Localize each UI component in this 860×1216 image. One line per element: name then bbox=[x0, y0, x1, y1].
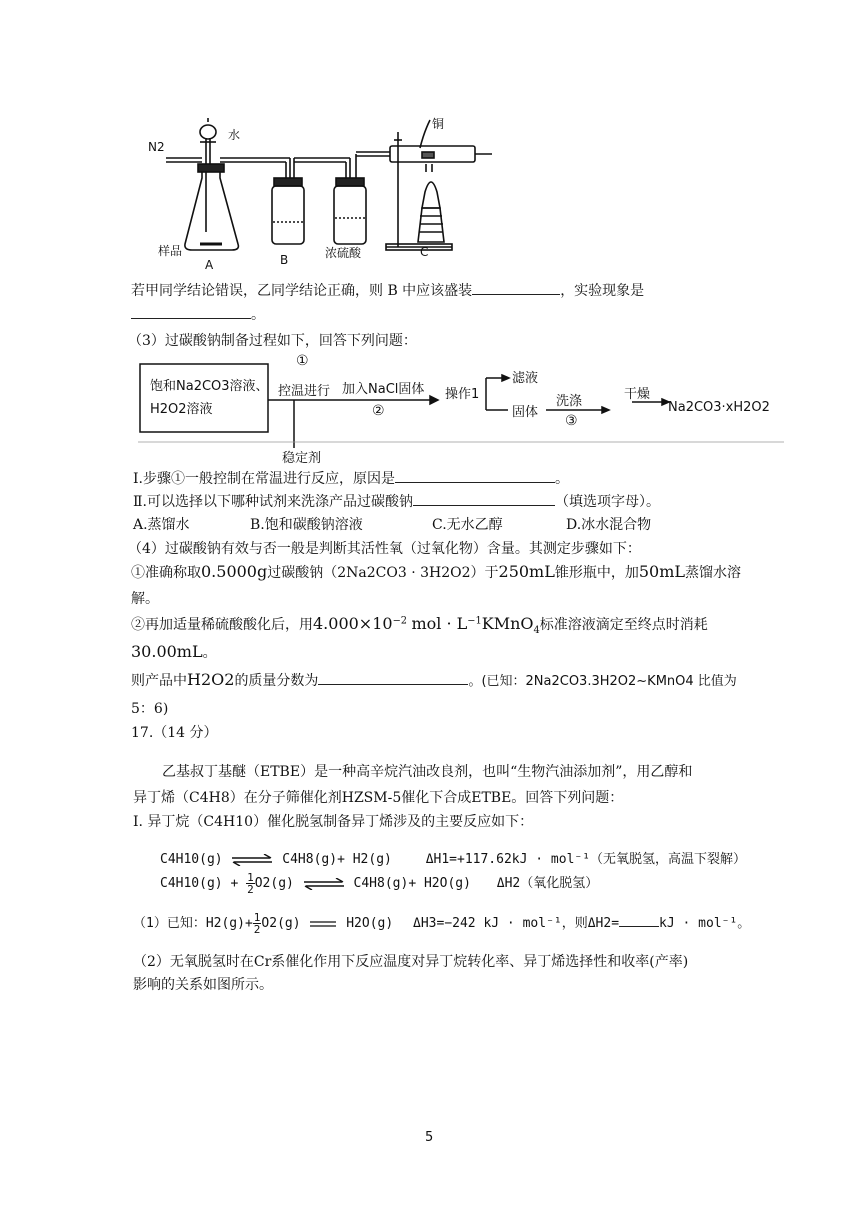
flow-op1: 操作1 bbox=[445, 387, 480, 402]
label-copper: 铜 bbox=[432, 117, 445, 131]
q4-s2-exp: −2 bbox=[392, 615, 408, 627]
flow-step3-num: ③ bbox=[565, 413, 578, 429]
q3-i-end: 。 bbox=[554, 471, 569, 487]
q2-text-c: 。 bbox=[251, 307, 265, 323]
flow-stabilizer: 稳定剂 bbox=[282, 451, 322, 466]
q4-s1-b: 过碳酸钠（2Na2CO3 · 3H2O2）于 bbox=[267, 565, 499, 581]
frac-num: 1 bbox=[253, 911, 261, 924]
frac-den: 2 bbox=[247, 883, 254, 896]
q4-s1-vol: 250mL bbox=[498, 562, 555, 581]
rxn2-o2: O2(g) bbox=[254, 876, 294, 891]
q4-s1-mass: 0.5000g bbox=[201, 562, 268, 581]
q4-step3-end: 5：6) bbox=[131, 701, 169, 717]
q4-s1-water: 50mL bbox=[638, 562, 686, 581]
q4-s2-a: ②再加适量稀硫酸酸化后，用 bbox=[131, 617, 313, 633]
page-number: 5 bbox=[425, 1130, 434, 1145]
q4-s2-unit: mol · L bbox=[411, 614, 468, 633]
frac-num: 1 bbox=[247, 871, 254, 884]
label-n2: N2 bbox=[148, 140, 165, 154]
flow-step1-num: ① bbox=[296, 353, 309, 369]
answer-blank[interactable] bbox=[318, 670, 468, 685]
flow-wash: 洗涤 bbox=[556, 394, 583, 409]
flow-filtrate: 滤液 bbox=[512, 371, 539, 386]
q4-s2-unit-exp: −1 bbox=[467, 615, 482, 627]
q4-title: （4）过碳酸钠有效与否一般是判断其活性氧（过氧化物）含量。其测定步骤如下： bbox=[128, 541, 641, 557]
q17-part-i: Ⅰ. 异丁烷（C4H10）催化脱氢制备异丁烯涉及的主要反应如下： bbox=[133, 814, 534, 830]
rxn2-right: C4H8(g)+ H2O(g) bbox=[353, 876, 471, 891]
q17-part2-line1: （2）无氧脱氢时在Cr系催化作用下反应温度对异丁烷转化率、异丁烯选择性和收率(产率) bbox=[133, 954, 689, 970]
q4-s2-end: 。 bbox=[202, 645, 217, 661]
q4-s3-c: 。(已知：2Na2CO3.3H2O2~KMnO4 比值为 bbox=[468, 674, 737, 689]
q4-step2 bbox=[131, 614, 708, 636]
flow-step2-num: ② bbox=[372, 403, 385, 419]
answer-blank[interactable] bbox=[472, 280, 560, 295]
q4-s2-sub: 4 bbox=[533, 624, 540, 636]
q17-intro2: 异丁烯（C4H8）在分子筛催化剂HZSM-5催化下合成ETBE。回答下列问题： bbox=[133, 790, 624, 806]
q3-ii bbox=[133, 491, 660, 511]
flow-box-line2: H2O2溶液 bbox=[150, 402, 213, 417]
option-d[interactable]: D.冰水混合物 bbox=[566, 517, 652, 533]
answer-blank[interactable] bbox=[395, 468, 555, 483]
rxn1-dh: ΔH1=+117.62kJ · mol⁻¹（无氧脱氢，高温下裂解） bbox=[425, 852, 747, 867]
rxn1-right: C4H8(g)+ H2(g) bbox=[282, 852, 392, 867]
q3-i-text: Ⅰ.步骤①一般控制在常温进行反应，原因是 bbox=[133, 471, 395, 487]
q3-ii-text: Ⅱ.可以选择以下哪种试剂来洗涤产品过碳酸钠 bbox=[133, 494, 413, 510]
answer-blank[interactable] bbox=[619, 912, 659, 927]
q17-part1 bbox=[133, 912, 750, 935]
rxn2-dh: ΔH2（氧化脱氢） bbox=[496, 876, 599, 891]
q4-step3 bbox=[131, 670, 737, 690]
option-c[interactable]: C.无水乙醇 bbox=[432, 517, 503, 533]
q4-s2-conc: 4.000×10 bbox=[313, 614, 393, 633]
fraction-half bbox=[246, 872, 255, 895]
q4-s2-b: 标准溶液滴定至终点时消耗 bbox=[539, 617, 708, 633]
q4-s1-a: ①准确称取 bbox=[131, 565, 201, 581]
q4-s3-a: 则产品中 bbox=[131, 673, 187, 689]
label-a: A bbox=[205, 258, 214, 272]
q3-i bbox=[133, 468, 569, 488]
q3-title: （3）过碳酸钠制备过程如下，回答下列问题： bbox=[128, 333, 417, 349]
rxn2 bbox=[160, 872, 598, 895]
flow-step1: 控温进行 bbox=[278, 384, 331, 399]
answer-blank[interactable] bbox=[131, 304, 251, 319]
q17-heading: 17.（14 分） bbox=[131, 725, 218, 741]
flow-solid: 固体 bbox=[512, 405, 539, 420]
q2-text-b: ，实验现象是 bbox=[560, 283, 645, 299]
q2-text-a: 若甲同学结论错误，乙同学结论正确，则 B 中应该盛装 bbox=[131, 283, 473, 299]
frac-den: 2 bbox=[253, 923, 261, 936]
q17-1-dh3: ΔH3=−242 kJ · mol⁻¹，则ΔH2= bbox=[413, 916, 620, 931]
q2-line1 bbox=[131, 280, 644, 300]
label-c: C bbox=[420, 245, 429, 259]
flow-step2: 加入NaCl固体 bbox=[342, 382, 425, 397]
q17-part2-line2: 影响的关系如图所示。 bbox=[133, 977, 273, 993]
q17-1-o2: O2(g) bbox=[261, 916, 301, 931]
rxn1 bbox=[160, 848, 746, 867]
q17-1-mid: H2O(g) bbox=[346, 916, 394, 931]
rxn2-left: C4H10(g) + bbox=[160, 876, 239, 891]
flow-dry: 干燥 bbox=[624, 387, 651, 402]
q17-1-end: kJ · mol⁻¹。 bbox=[659, 916, 751, 931]
q4-step2-vol bbox=[131, 642, 217, 662]
q4-s1-c: 锥形瓶中，加 bbox=[554, 565, 639, 581]
flow-box-line1: 饱和Na2CO3溶液、 bbox=[150, 379, 269, 394]
flow-product: Na2CO3·xH2O2 bbox=[668, 400, 770, 415]
rxn1-left: C4H10(g) bbox=[160, 852, 223, 867]
equilibrium-arrow-icon bbox=[230, 854, 274, 866]
q4-s3-b: 的质量分数为 bbox=[234, 673, 319, 689]
equals-arrow-icon bbox=[308, 919, 338, 929]
q4-s2-vol: 30.00mL bbox=[131, 642, 203, 661]
equilibrium-arrow-icon bbox=[302, 878, 346, 890]
q4-step1-end: 解。 bbox=[131, 591, 159, 607]
q4-step1 bbox=[131, 562, 741, 582]
q3-ii-end: （填选项字母）。 bbox=[554, 494, 660, 510]
label-b: B bbox=[280, 253, 289, 267]
q17-1-a: （1）已知：H2(g)+ bbox=[133, 916, 253, 931]
q4-s3-h2o2: H2O2 bbox=[187, 670, 235, 689]
option-a[interactable]: A.蒸馏水 bbox=[133, 517, 190, 533]
q2-line2 bbox=[131, 304, 265, 324]
label-conc-acid: 浓硫酸 bbox=[325, 246, 362, 260]
label-water: 水 bbox=[228, 128, 241, 142]
option-b[interactable]: B.饱和碳酸钠溶液 bbox=[250, 517, 363, 533]
label-sample: 样品 bbox=[158, 244, 183, 258]
q17-intro1: 乙基叔丁基醚（ETBE）是一种高辛烷汽油改良剂，也叫“生物汽油添加剂”，用乙醇和 bbox=[162, 764, 693, 780]
q4-s1-d: 蒸馏水溶 bbox=[685, 565, 742, 581]
q4-s2-kmno4: KMnO bbox=[481, 614, 534, 633]
answer-blank[interactable] bbox=[413, 491, 555, 506]
